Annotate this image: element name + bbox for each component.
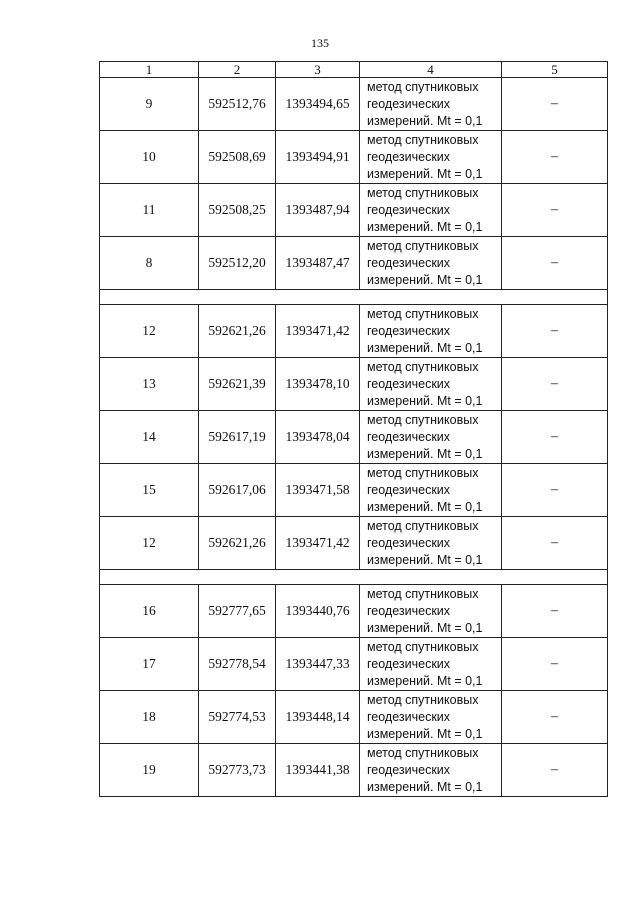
header-col-5: 5 bbox=[502, 62, 608, 78]
y-coordinate-cell: 1393447,33 bbox=[276, 638, 360, 691]
coordinates-table bbox=[99, 61, 608, 797]
method-text-line: метод спутниковых bbox=[367, 132, 479, 147]
y-coordinate-cell: 1393478,10 bbox=[276, 358, 360, 411]
point-number-cell: 12 bbox=[100, 517, 199, 570]
method-text-line: измерений. Mt = 0,1 bbox=[367, 166, 483, 181]
method-text-line: измерений. Mt = 0,1 bbox=[367, 726, 483, 741]
method-text-line: измерений. Mt = 0,1 bbox=[367, 219, 483, 234]
header-col-4: 4 bbox=[360, 62, 502, 78]
x-coordinate-cell: 592508,69 bbox=[199, 131, 276, 184]
col5-cell: – bbox=[502, 237, 608, 290]
method-text-line: измерений. Mt = 0,1 bbox=[367, 340, 483, 355]
point-number-cell: 19 bbox=[100, 744, 199, 797]
col5-cell: – bbox=[502, 78, 608, 131]
table-row bbox=[100, 411, 608, 464]
method-text-line: метод спутниковых bbox=[367, 745, 479, 760]
x-coordinate-cell: 592617,06 bbox=[199, 464, 276, 517]
method-cell bbox=[360, 585, 502, 638]
col5-cell: – bbox=[502, 411, 608, 464]
point-number-cell: 8 bbox=[100, 237, 199, 290]
x-coordinate-cell: 592621,26 bbox=[199, 305, 276, 358]
table-row bbox=[100, 517, 608, 570]
method-text-line: измерений. Mt = 0,1 bbox=[367, 779, 483, 794]
table-row bbox=[100, 744, 608, 797]
method-text-line: метод спутниковых bbox=[367, 639, 479, 654]
method-text-line: метод спутниковых bbox=[367, 692, 479, 707]
method-cell bbox=[360, 358, 502, 411]
x-coordinate-cell: 592617,19 bbox=[199, 411, 276, 464]
method-text-line: геодезических bbox=[367, 323, 451, 338]
x-coordinate-cell: 592621,26 bbox=[199, 517, 276, 570]
group-separator-cell bbox=[100, 290, 608, 305]
method-text-line: измерений. Mt = 0,1 bbox=[367, 113, 483, 128]
col5-cell: – bbox=[502, 517, 608, 570]
point-number-cell: 9 bbox=[100, 78, 199, 131]
table-row bbox=[100, 237, 608, 290]
header-col-2: 2 bbox=[199, 62, 276, 78]
method-text-line: измерений. Mt = 0,1 bbox=[367, 272, 483, 287]
method-cell bbox=[360, 305, 502, 358]
point-number-cell: 10 bbox=[100, 131, 199, 184]
x-coordinate-cell: 592777,65 bbox=[199, 585, 276, 638]
point-number-cell: 14 bbox=[100, 411, 199, 464]
table-body bbox=[100, 78, 608, 797]
col5-cell: – bbox=[502, 464, 608, 517]
method-text-line: геодезических bbox=[367, 96, 451, 111]
method-text-line: метод спутниковых bbox=[367, 412, 479, 427]
col5-cell: – bbox=[502, 131, 608, 184]
method-text-line: геодезических bbox=[367, 535, 451, 550]
y-coordinate-cell: 1393471,42 bbox=[276, 517, 360, 570]
col5-cell: – bbox=[502, 638, 608, 691]
method-text-line: геодезических bbox=[367, 709, 451, 724]
method-text-line: измерений. Mt = 0,1 bbox=[367, 499, 483, 514]
method-text-line: измерений. Mt = 0,1 bbox=[367, 446, 483, 461]
y-coordinate-cell: 1393487,94 bbox=[276, 184, 360, 237]
method-text-line: измерений. Mt = 0,1 bbox=[367, 393, 483, 408]
y-coordinate-cell: 1393471,42 bbox=[276, 305, 360, 358]
table-row bbox=[100, 585, 608, 638]
point-number-cell: 13 bbox=[100, 358, 199, 411]
col5-cell: – bbox=[502, 184, 608, 237]
table-row bbox=[100, 131, 608, 184]
method-cell bbox=[360, 638, 502, 691]
x-coordinate-cell: 592773,73 bbox=[199, 744, 276, 797]
method-text-line: метод спутниковых bbox=[367, 586, 479, 601]
x-coordinate-cell: 592512,76 bbox=[199, 78, 276, 131]
method-cell bbox=[360, 411, 502, 464]
group-separator-row bbox=[100, 570, 608, 585]
table-row bbox=[100, 358, 608, 411]
col5-cell: – bbox=[502, 305, 608, 358]
table-row bbox=[100, 78, 608, 131]
point-number-cell: 18 bbox=[100, 691, 199, 744]
method-text-line: геодезических bbox=[367, 482, 451, 497]
y-coordinate-cell: 1393494,65 bbox=[276, 78, 360, 131]
y-coordinate-cell: 1393441,38 bbox=[276, 744, 360, 797]
method-cell bbox=[360, 78, 502, 131]
col5-cell: – bbox=[502, 358, 608, 411]
table-row bbox=[100, 184, 608, 237]
col5-cell: – bbox=[502, 691, 608, 744]
y-coordinate-cell: 1393440,76 bbox=[276, 585, 360, 638]
col5-cell: – bbox=[502, 744, 608, 797]
method-text-line: метод спутниковых bbox=[367, 306, 479, 321]
y-coordinate-cell: 1393448,14 bbox=[276, 691, 360, 744]
method-text-line: метод спутниковых bbox=[367, 185, 479, 200]
method-cell bbox=[360, 237, 502, 290]
y-coordinate-cell: 1393487,47 bbox=[276, 237, 360, 290]
y-coordinate-cell: 1393478,04 bbox=[276, 411, 360, 464]
x-coordinate-cell: 592774,53 bbox=[199, 691, 276, 744]
method-text-line: геодезических bbox=[367, 656, 451, 671]
method-cell bbox=[360, 464, 502, 517]
method-text-line: геодезических bbox=[367, 202, 451, 217]
method-text-line: геодезических bbox=[367, 149, 451, 164]
method-text-line: геодезических bbox=[367, 762, 451, 777]
y-coordinate-cell: 1393471,58 bbox=[276, 464, 360, 517]
method-cell bbox=[360, 744, 502, 797]
method-cell bbox=[360, 517, 502, 570]
method-text-line: геодезических bbox=[367, 255, 451, 270]
group-separator-cell bbox=[100, 570, 608, 585]
method-text-line: измерений. Mt = 0,1 bbox=[367, 673, 483, 688]
x-coordinate-cell: 592778,54 bbox=[199, 638, 276, 691]
header-col-3: 3 bbox=[276, 62, 360, 78]
col5-cell: – bbox=[502, 585, 608, 638]
point-number-cell: 11 bbox=[100, 184, 199, 237]
method-text-line: метод спутниковых bbox=[367, 518, 479, 533]
table-row bbox=[100, 305, 608, 358]
method-text-line: метод спутниковых bbox=[367, 465, 479, 480]
table-row bbox=[100, 464, 608, 517]
x-coordinate-cell: 592621,39 bbox=[199, 358, 276, 411]
method-text-line: метод спутниковых bbox=[367, 79, 479, 94]
y-coordinate-cell: 1393494,91 bbox=[276, 131, 360, 184]
method-text-line: измерений. Mt = 0,1 bbox=[367, 620, 483, 635]
x-coordinate-cell: 592512,20 bbox=[199, 237, 276, 290]
method-cell bbox=[360, 131, 502, 184]
table-header bbox=[100, 62, 608, 78]
point-number-cell: 16 bbox=[100, 585, 199, 638]
point-number-cell: 12 bbox=[100, 305, 199, 358]
table-row bbox=[100, 638, 608, 691]
point-number-cell: 15 bbox=[100, 464, 199, 517]
point-number-cell: 17 bbox=[100, 638, 199, 691]
method-text-line: геодезических bbox=[367, 376, 451, 391]
method-text-line: метод спутниковых bbox=[367, 359, 479, 374]
header-row bbox=[100, 62, 608, 78]
header-col-1: 1 bbox=[100, 62, 199, 78]
method-cell bbox=[360, 691, 502, 744]
method-text-line: геодезических bbox=[367, 429, 451, 444]
method-text-line: метод спутниковых bbox=[367, 238, 479, 253]
x-coordinate-cell: 592508,25 bbox=[199, 184, 276, 237]
table-row bbox=[100, 691, 608, 744]
page-number: 135 bbox=[311, 36, 329, 50]
group-separator-row bbox=[100, 290, 608, 305]
method-text-line: измерений. Mt = 0,1 bbox=[367, 552, 483, 567]
method-cell bbox=[360, 184, 502, 237]
method-text-line: геодезических bbox=[367, 603, 451, 618]
